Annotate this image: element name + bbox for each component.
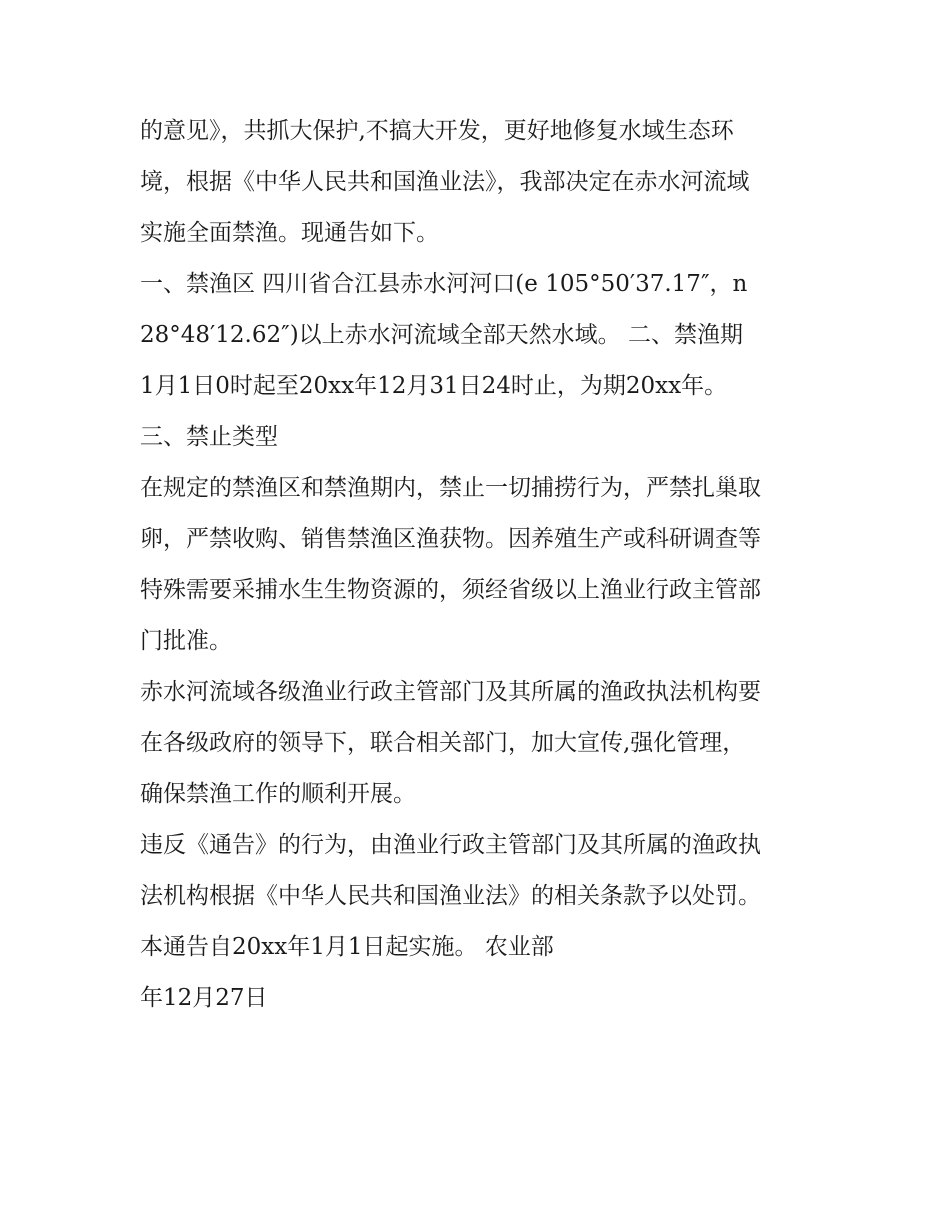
- text-line: 确保禁渔工作的顺利开展。: [140, 781, 416, 807]
- text-line: 在各级政府的领导下，联合相关部门，加大宣传,强化管理，: [140, 730, 746, 756]
- text-line: 卵，严禁收购、销售禁渔区渔获物。因养殖生产或科研调查等: [140, 526, 761, 552]
- signature-date-line: 年12月27日: [140, 985, 268, 1011]
- section-heading-forbidden-zone: 一、禁渔区 四川省合江县赤水河河口(e 105°50′37.17″，n: [140, 271, 748, 297]
- effective-date-line: 本通告自20xx年1月1日起实施。 农业部: [140, 934, 554, 960]
- text-line: 门批准。: [140, 628, 232, 654]
- text-line: 赤水河流域各级渔业行政主管部门及其所属的渔政执法机构要: [140, 679, 761, 705]
- text-line: 特殊需要采捕水生生物资源的，须经省级以上渔业行政主管部: [140, 577, 761, 603]
- text-line: 境，根据《中华人民共和国渔业法》，我部决定在赤水河流域: [140, 169, 750, 195]
- text-line: 1月1日0时起至20xx年12月31日24时止，为期20xx年。: [140, 373, 728, 399]
- text-line: 违反《通告》的行为，由渔业行政主管部门及其所属的渔政执: [140, 832, 761, 858]
- text-line: 法机构根据《中华人民共和国渔业法》的相关条款予以处罚。: [140, 883, 761, 909]
- document-body: [140, 106, 830, 1024]
- text-line: 在规定的禁渔区和禁渔期内，禁止一切捕捞行为，严禁扎巢取: [140, 475, 761, 501]
- text-line: 的意见》，共抓大保护,不搞大开发，更好地修复水域生态环: [140, 118, 734, 144]
- text-line: 实施全面禁渔。现通告如下。: [140, 220, 439, 246]
- section-heading-prohibition-types: 三、禁止类型: [140, 424, 278, 450]
- text-line: 28°48′12.62″)以上赤水河流域全部天然水域。 二、禁渔期: [140, 322, 743, 348]
